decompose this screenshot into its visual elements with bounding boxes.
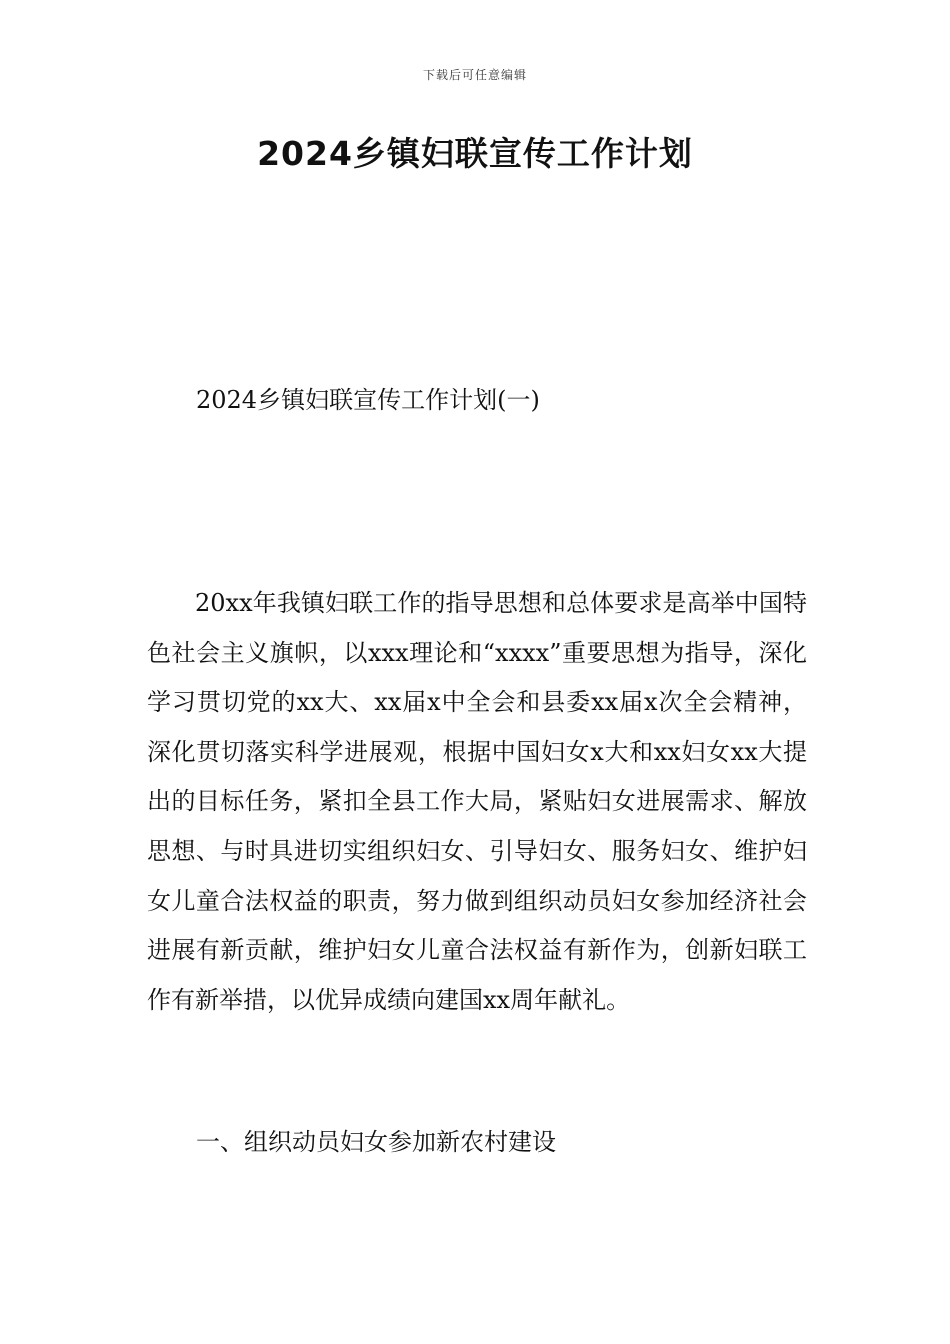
body-paragraph: 20xx年我镇妇联工作的指导思想和总体要求是高举中国特色社会主义旗帜，以xxx理论和“xxxx”重要思想为指导，深化学习贯切党的xx大、xx届x中全会和县委xx届x次全会精神，深化贯切落实科学进展观，根据中国妇女x大和xx妇女xx大提出的目标任务，紧扣全县工作大局，紧贴妇女进展需求、解放思想、与时具进切实组织妇女、引导妇女、服务妇女、维护妇女儿童合法权益的职责，努力做到组织动员妇女参加经济社会进展有新贡献，维护妇女儿童合法权益有新作为，创新妇联工作有新举措，以优异成绩向建国xx周年献礼。 <box>147 589 807 1014</box>
section-title: 2024乡镇妇联宣传工作计划(一) <box>196 386 540 414</box>
section-heading: 一、组织动员妇女参加新农村建设 <box>196 1128 556 1156</box>
document-title: 2024乡镇妇联宣传工作计划 <box>257 134 693 173</box>
header-note: 下载后可任意编辑 <box>422 68 527 82</box>
